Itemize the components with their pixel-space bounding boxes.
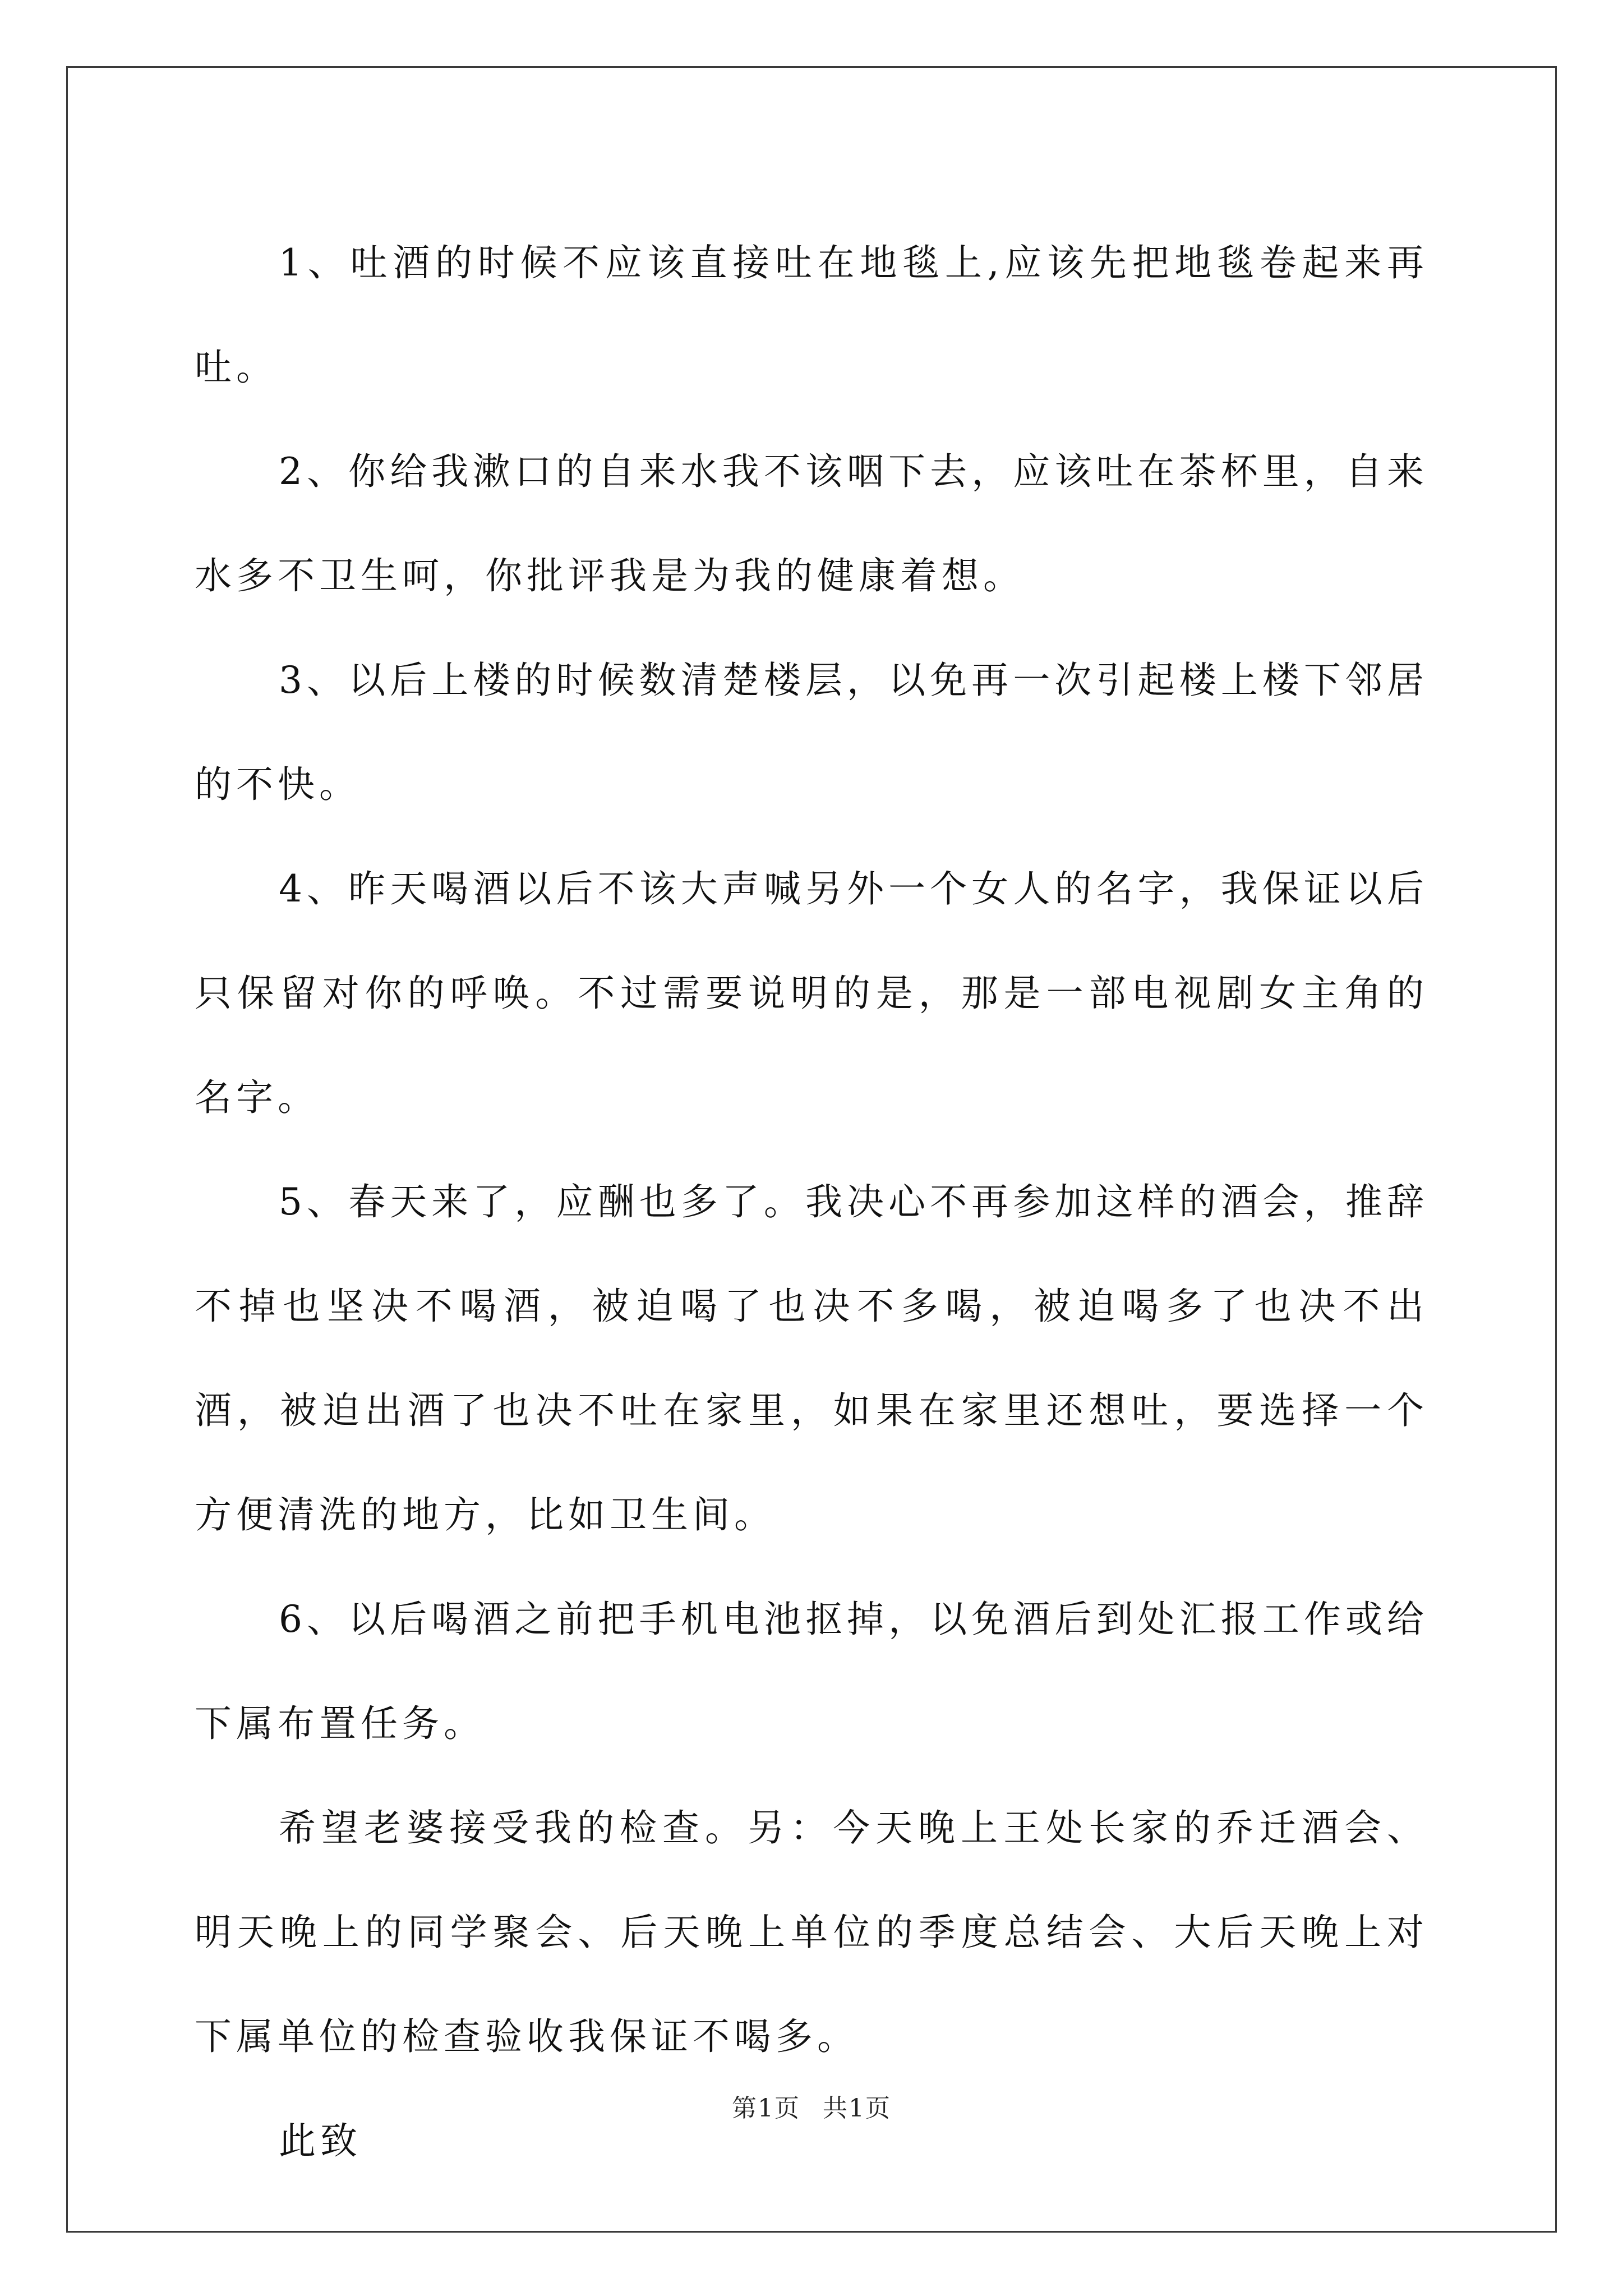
paragraph-1: 1、吐酒的时候不应该直接吐在地毯上,应该先把地毯卷起来再吐。	[195, 241, 1428, 389]
paragraph-3: 3、以后上楼的时候数清楚楼层，以免再一次引起楼上楼下邻居的不快。	[195, 659, 1428, 806]
paragraph-4: 4、昨天喝酒以后不该大声喊另外一个女人的名字，我保证以后只保留对你的呼唤。不过需要说明的是，那是一部电视剧女主角的名字。	[195, 867, 1428, 1119]
paragraph-2: 2、你给我漱口的自来水我不该咽下去，应该吐在茶杯里，自来水多不卫生呵，你批评我是为我的健康着想。	[195, 450, 1428, 597]
page-total: 共1页	[823, 2094, 891, 2123]
document-body	[195, 211, 1428, 2193]
salutation: 此致	[279, 2119, 362, 2162]
page-footer	[0, 2088, 1623, 2124]
closing-paragraph: 希望老婆接受我的检查。另：今天晚上王处长家的乔迁酒会、明天晚上的同学聚会、后天晚上单位的季度总结会、大后天晚上对下属单位的检查验收我保证不喝多。	[195, 1806, 1428, 2058]
paragraph-5: 5、春天来了，应酬也多了。我决心不再参加这样的酒会，推辞不掉也坚决不喝酒，被迫喝了也决不多喝，被迫喝多了也决不出酒，被迫出酒了也决不吐在家里，如果在家里还想吐，要选择一个方便清洗的地方，比如卫生间。	[195, 1180, 1428, 1536]
paragraph-6: 6、以后喝酒之前把手机电池抠掉，以免酒后到处汇报工作或给下属布置任务。	[195, 1598, 1428, 1745]
page-current: 第1页	[732, 2094, 800, 2123]
